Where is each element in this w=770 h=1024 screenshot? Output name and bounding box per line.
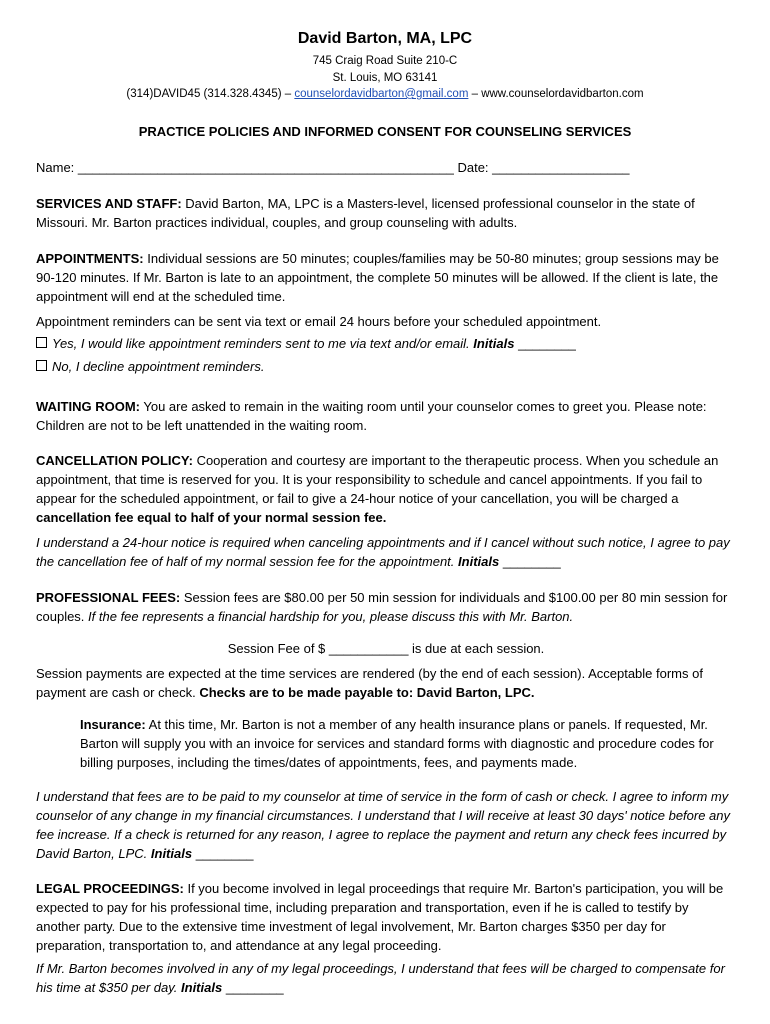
cancellation-acknowledgement: [36, 533, 736, 571]
services-text: David Barton, MA, LPC is a Masters-level, licensed professional counselor in the state of Missouri. Mr. Barton practices individual, couples, and group counseling with adults.: [36, 196, 695, 230]
fee-ack-text: I understand that fees are to be paid to my counselor at time of service in the form of cash or check. I agree to inform my counselor of any change in my financial circumstances. I understand that I will receive at least 30 days' notice before any fee increase. If a check is returned for any reason, I agree to replace the payment and return any check fees incurred by David Barton, LPC.: [36, 789, 731, 861]
insurance-text: At this time, Mr. Barton is not a member of any health insurance plans or panels. If requested, Mr. Barton will supply you with an invoice for services and standard forms with diagnostic and procedure codes for billing purposes, including the times/dates of appointments, fees, and payments made.: [80, 717, 714, 770]
fees-heading: PROFESSIONAL FEES:: [36, 590, 181, 605]
fees-text: Session fees are $80.00 per 50 min session for individuals and $100.00 per 80 min session for couples.: [36, 590, 728, 624]
reminder-no-checkbox[interactable]: [36, 360, 47, 371]
phone-number: (314)DAVID45 (314.328.4345) –: [126, 88, 292, 100]
initials-label: Initials: [150, 846, 193, 861]
reminder-yes-option[interactable]: [36, 334, 736, 353]
services-section: [36, 194, 736, 232]
initials-field[interactable]: ________: [499, 554, 561, 569]
address-line-1: 745 Craig Road Suite 210-C: [312, 55, 458, 67]
legal-section: [36, 879, 736, 955]
website: – www.counselordavidbarton.com: [471, 88, 644, 100]
cancellation-heading: CANCELLATION POLICY:: [36, 453, 193, 468]
legal-acknowledgement: [36, 959, 736, 997]
practitioner-name: David Barton, MA, LPC: [297, 30, 473, 47]
reminder-yes-checkbox[interactable]: [36, 337, 47, 348]
contact-line: [0, 88, 770, 100]
payments-bold: Checks are to be made payable to: David Barton, LPC.: [199, 685, 535, 700]
insurance-heading: Insurance:: [80, 717, 146, 732]
cancellation-text: Cooperation and courtesy are important to the therapeutic process. When you schedule an appointment, that time is reserved for you. It is your responsibility to schedule and cancel appointments. If you fail to appear for the scheduled appointment, or fail to give a 24-hour notice of your cancellation, you will be charged a: [36, 453, 719, 506]
initials-label: Initials: [181, 980, 223, 995]
services-heading: SERVICES AND STAFF:: [36, 196, 182, 211]
cancellation-fee-bold: cancellation fee equal to half of your normal session fee.: [36, 510, 387, 525]
waiting-room-section: [36, 397, 736, 435]
initials-field[interactable]: ________: [222, 980, 284, 995]
initials-label: Initials: [458, 554, 500, 569]
fees-hardship-text: If the fee represents a financial hardship for you, please discuss this with Mr. Barton.: [88, 609, 574, 624]
initials-label: Initials: [473, 336, 515, 351]
form-title: PRACTICE POLICIES AND INFORMED CONSENT FOR COUNSELING SERVICES: [138, 124, 632, 139]
appointments-heading: APPOINTMENTS:: [36, 251, 144, 266]
waiting-room-text: You are asked to remain in the waiting room until your counselor comes to greet you. Please note: Children are not to be left unattended in the waiting room.: [36, 399, 707, 433]
fees-section: [36, 588, 736, 626]
cancellation-section: [36, 451, 736, 527]
payments-section: [36, 664, 736, 702]
address-line-2: St. Louis, MO 63141: [332, 72, 438, 84]
payments-text: Session payments are expected at the time services are rendered (by the end of each session). Acceptable forms of payment are cash or check.: [36, 666, 703, 700]
initials-field[interactable]: ________: [192, 846, 254, 861]
legal-heading: LEGAL PROCEEDINGS:: [36, 881, 184, 896]
waiting-room-heading: WAITING ROOM:: [36, 399, 140, 414]
email-link[interactable]: counselordavidbarton@gmail.com: [294, 88, 469, 100]
initials-field[interactable]: ________: [514, 336, 576, 351]
reminder-yes-label: Yes, I would like appointment reminders sent to me via text and/or email.: [52, 336, 474, 351]
fee-acknowledgement: [36, 787, 736, 863]
session-fee-line[interactable]: Session Fee of $ ___________ is due at each session.: [227, 641, 545, 656]
name-date-line[interactable]: Name: ____________________________________________________ Date: ___________________: [36, 160, 630, 175]
reminders-text: Appointment reminders can be sent via text or email 24 hours before your scheduled appointment.: [36, 314, 602, 329]
legal-text: If you become involved in legal proceedings that require Mr. Barton's participation, you will be expected to pay for his professional time, including preparation and transportation, even if he is called to testify by another party. Due to the extensive time investment of legal involvement, Mr. Barton charges $350 per day for preparation, transportation to, and attendance at any legal proceeding.: [36, 881, 724, 953]
legal-ack-text: If Mr. Barton becomes involved in any of my legal proceedings, I understand that fees will be charged to compensate for his time at $350 per day.: [36, 961, 725, 995]
reminder-no-label: No, I decline appointment reminders.: [52, 359, 265, 374]
appointments-section: [36, 249, 736, 306]
reminder-no-option[interactable]: [36, 357, 736, 376]
insurance-section: [80, 715, 732, 772]
appointments-text: Individual sessions are 50 minutes; couples/families may be 50-80 minutes; group sessions may be 90-120 minutes. If Mr. Barton is late to an appointment, the complete 50 minutes will be allowed. If the client is late, the appointment will end at the scheduled time.: [36, 251, 719, 304]
cancellation-ack-text: I understand a 24-hour notice is required when canceling appointments and if I cancel without such notice, I agree to pay the cancellation fee of half of my normal session fee for the appointment.: [36, 535, 730, 569]
